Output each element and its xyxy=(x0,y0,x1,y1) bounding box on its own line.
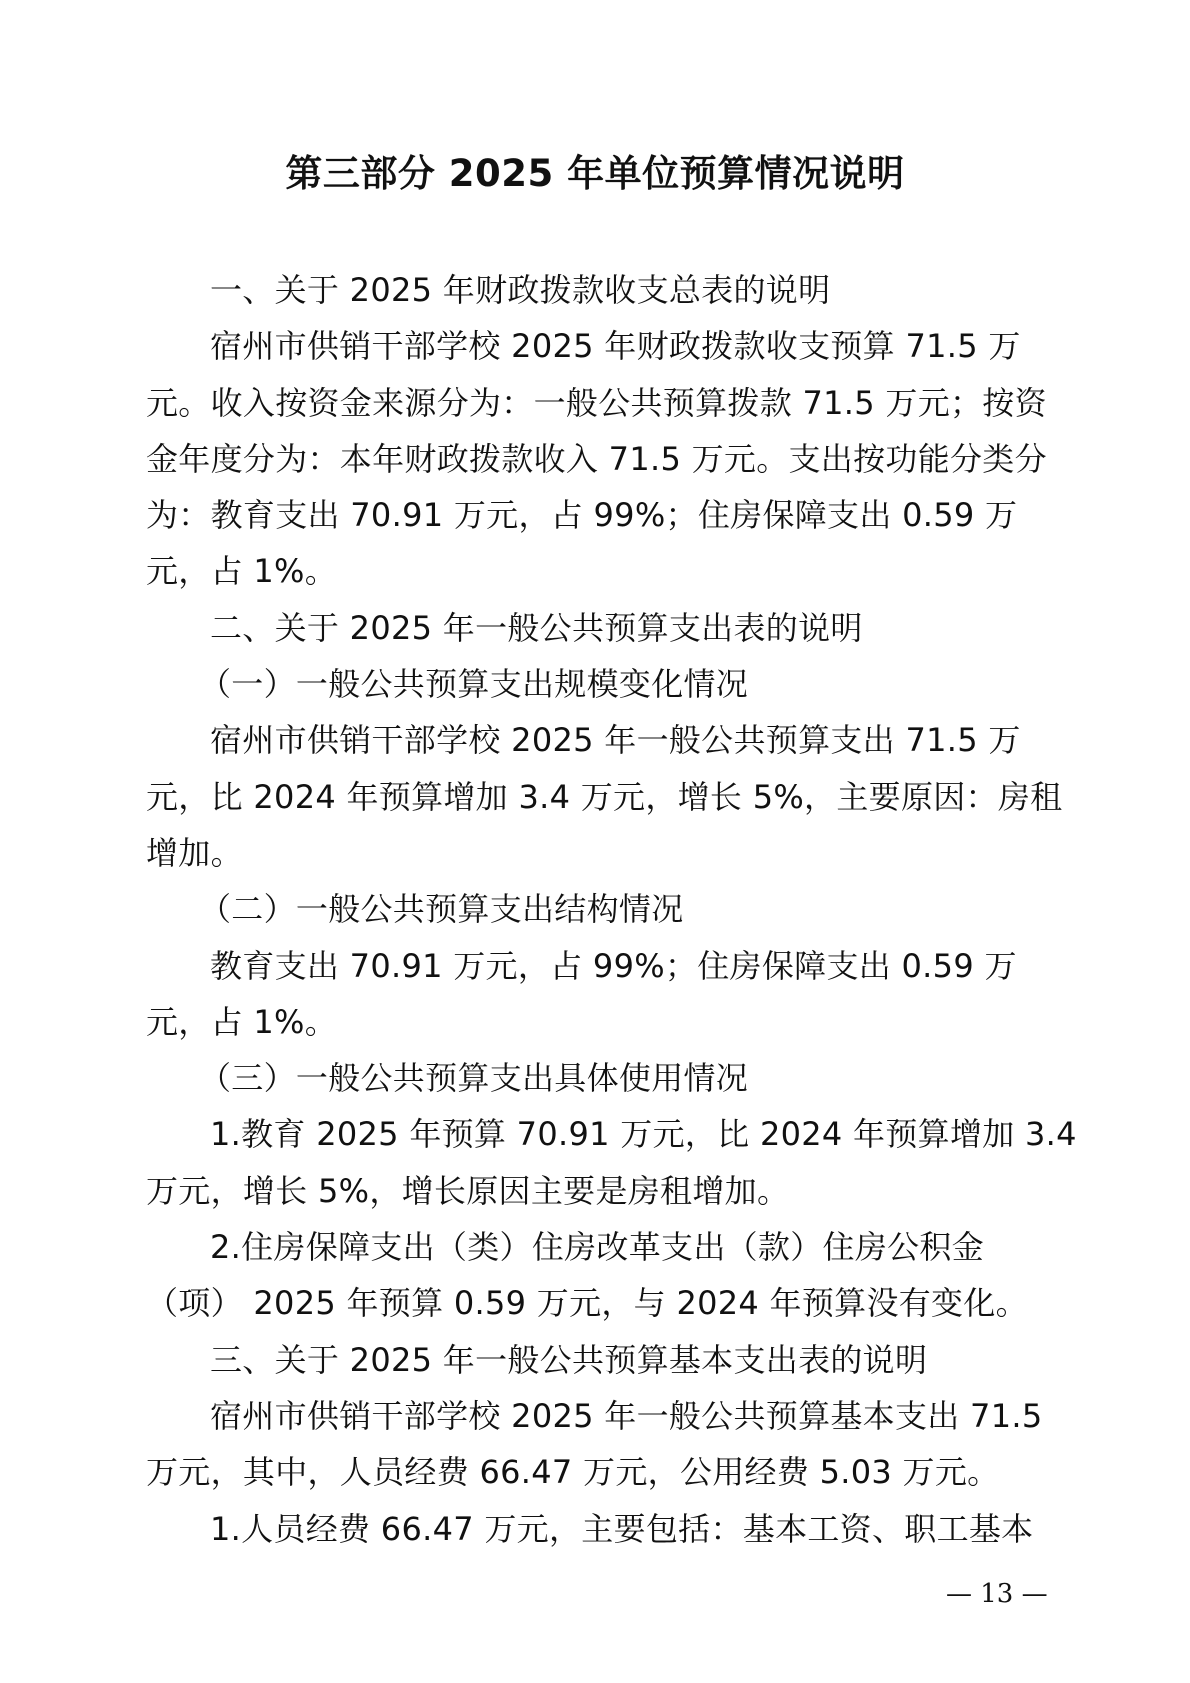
subsection-heading: （三）一般公共预算支出具体使用情况 xyxy=(199,1059,749,1098)
page-title: 第三部分 2025 年单位预算情况说明 xyxy=(285,152,905,195)
paragraph-line: 万元，其中，人员经费 66.47 万元，公用经费 5.03 万元。 xyxy=(146,1453,1000,1492)
subsection-heading: （一）一般公共预算支出规模变化情况 xyxy=(199,665,749,704)
paragraph-line: 元，占 1%。 xyxy=(146,552,338,591)
subsection-heading: （二）一般公共预算支出结构情况 xyxy=(199,890,684,929)
paragraph-line: 元。收入按资金来源分为：一般公共预算拨款 71.5 万元；按资 xyxy=(146,383,1047,422)
page-number: — 13 — xyxy=(946,1579,1048,1609)
paragraph-line: 元，占 1%。 xyxy=(146,1002,338,1041)
paragraph-line: 宿州市供销干部学校 2025 年一般公共预算支出 71.5 万 xyxy=(210,721,1021,760)
paragraph-line: （项） 2025 年预算 0.59 万元，与 2024 年预算没有变化。 xyxy=(146,1284,1028,1323)
section-heading-2: 二、关于 2025 年一般公共预算支出表的说明 xyxy=(210,608,863,647)
paragraph-line: 为：教育支出 70.91 万元，占 99%；住房保障支出 0.59 万 xyxy=(146,496,1018,535)
section-heading-1: 一、关于 2025 年财政拨款收支总表的说明 xyxy=(210,271,831,309)
paragraph-line: 万元，增长 5%，增长原因主要是房租增加。 xyxy=(146,1171,790,1210)
paragraph-line: 1.人员经费 66.47 万元，主要包括：基本工资、职工基本 xyxy=(210,1509,1034,1548)
paragraph-line: 2.住房保障支出（类）住房改革支出（款）住房公积金 xyxy=(210,1228,985,1267)
body-text xyxy=(146,262,1077,1557)
paragraph-line: 增加。 xyxy=(146,833,243,872)
paragraph-line: 金年度分为：本年财政拨款收入 71.5 万元。支出按功能分类分 xyxy=(146,439,1047,478)
section-heading-3: 三、关于 2025 年一般公共预算基本支出表的说明 xyxy=(210,1340,928,1379)
paragraph-line: 宿州市供销干部学校 2025 年一般公共预算基本支出 71.5 xyxy=(210,1396,1043,1435)
paragraph-line: 元，比 2024 年预算增加 3.4 万元，增长 5%，主要原因：房租 xyxy=(146,777,1063,816)
paragraph-line: 宿州市供销干部学校 2025 年财政拨款收支预算 71.5 万 xyxy=(210,327,1021,366)
paragraph-line: 教育支出 70.91 万元，占 99%；住房保障支出 0.59 万 xyxy=(210,946,1017,985)
paragraph-line: 1.教育 2025 年预算 70.91 万元，比 2024 年预算增加 3.4 xyxy=(210,1115,1077,1154)
